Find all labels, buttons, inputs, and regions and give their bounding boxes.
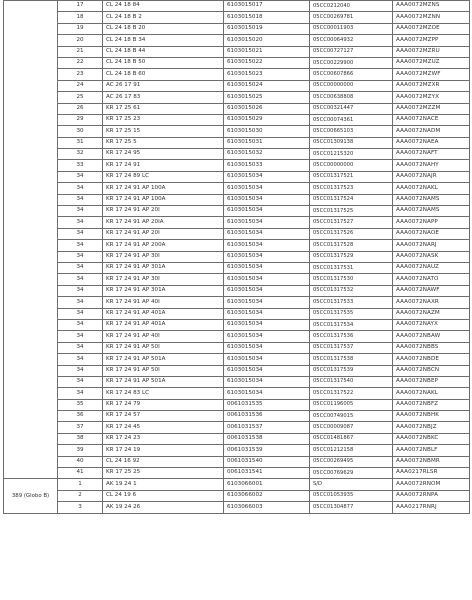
cadastral-cell: 6103066001 — [224, 479, 310, 490]
row-number-cell: 24 — [58, 80, 103, 91]
address-cell: KR 17 24 91 AP 30I — [103, 251, 224, 262]
table-row — [4, 297, 470, 308]
row-number-cell: 39 — [58, 445, 103, 456]
table-row — [4, 160, 470, 171]
reference-cell: 05CC01317529 — [310, 251, 393, 262]
cadastral-cell: 6103066002 — [224, 490, 310, 501]
table-row — [4, 342, 470, 353]
register-body — [4, 1, 470, 514]
cadastral-cell: 6103015034 — [224, 206, 310, 217]
row-number-cell: 30 — [58, 126, 103, 137]
reference-cell: 05CC01317539 — [310, 365, 393, 376]
property-code-cell: AAA0072NAYX — [393, 319, 470, 330]
address-cell: KR 17 24 91 AP 20IA — [103, 217, 224, 228]
address-cell: KR 17 25 23 — [103, 114, 224, 125]
reference-cell: 05CC00011903 — [310, 23, 393, 34]
cadastral-cell: 6103015034 — [224, 376, 310, 387]
cadastral-cell: 6103015024 — [224, 80, 310, 91]
table-row — [4, 399, 470, 410]
table-row — [4, 171, 470, 182]
property-code-cell: AAA0072NAWF — [393, 285, 470, 296]
row-number-cell: 34 — [58, 319, 103, 330]
address-cell: KR 17 24 89 LC — [103, 171, 224, 182]
row-number-cell: 2 — [58, 490, 103, 501]
table-row — [4, 35, 470, 46]
address-cell: KR 17 24 79 — [103, 399, 224, 410]
address-cell: KR 17 24 19 — [103, 445, 224, 456]
table-row — [4, 490, 470, 501]
row-number-cell: 38 — [58, 433, 103, 444]
address-cell: CL 24 19 6 — [103, 490, 224, 501]
cadastral-cell: 6103015018 — [224, 12, 310, 23]
row-number-cell: 34 — [58, 171, 103, 182]
address-cell: KR 17 24 91 AP 50I — [103, 365, 224, 376]
property-code-cell: AAA0072NAJR — [393, 171, 470, 182]
row-number-cell: 23 — [58, 69, 103, 80]
row-number-cell: 35 — [58, 399, 103, 410]
property-code-cell: AAA0072MZPP — [393, 35, 470, 46]
table-row — [4, 183, 470, 194]
row-number-cell: 1 — [58, 479, 103, 490]
property-code-cell: AAA0072NARJ — [393, 240, 470, 251]
row-number-cell: 34 — [58, 297, 103, 308]
cadastral-cell: 6103015033 — [224, 160, 310, 171]
address-cell: KR 17 24 91 AP 100A — [103, 183, 224, 194]
row-number-cell: 20 — [58, 35, 103, 46]
table-row — [4, 433, 470, 444]
address-cell: CL 24 18 B 34 — [103, 35, 224, 46]
property-code-cell: AAA0072NADM — [393, 126, 470, 137]
table-row — [4, 46, 470, 57]
row-number-cell: 34 — [58, 262, 103, 273]
cadastral-cell: 6103015020 — [224, 35, 310, 46]
row-number-cell: 33 — [58, 160, 103, 171]
table-row — [4, 274, 470, 285]
cadastral-cell: 6103015017 — [224, 1, 310, 12]
property-code-cell: AAA0072NAOE — [393, 228, 470, 239]
table-row — [4, 262, 470, 273]
address-cell: CL 24 18 B 60 — [103, 69, 224, 80]
address-cell: KR 17 24 91 AP 20I — [103, 228, 224, 239]
reference-cell: 05CC01317530 — [310, 274, 393, 285]
reference-cell: 05CC01309138 — [310, 137, 393, 148]
table-row — [4, 468, 470, 479]
property-code-cell: AAA0072RNPA — [393, 490, 470, 501]
reference-cell: 05CC01481867 — [310, 433, 393, 444]
table-row — [4, 149, 470, 160]
cadastral-cell: 6103015034 — [224, 274, 310, 285]
reference-cell: 05CC00064932 — [310, 35, 393, 46]
property-code-cell: AAA0072NBCN — [393, 365, 470, 376]
address-cell: KR 17 24 91 AP 100A — [103, 194, 224, 205]
property-code-cell: AAA0072MZUZ — [393, 57, 470, 68]
property-code-cell: AAA0072NBAW — [393, 331, 470, 342]
table-row — [4, 194, 470, 205]
address-cell: KR 17 24 95 — [103, 149, 224, 160]
reference-cell: 05CC01317533 — [310, 297, 393, 308]
property-code-cell: AAA0072NAZM — [393, 308, 470, 319]
property-code-cell: AAA0072NAEA — [393, 137, 470, 148]
row-number-cell: 29 — [58, 114, 103, 125]
table-row — [4, 422, 470, 433]
table-row — [4, 285, 470, 296]
property-code-cell: AAA0072NAFT — [393, 149, 470, 160]
property-code-cell: AAA0072NAKL — [393, 183, 470, 194]
cadastral-cell: 6103015032 — [224, 149, 310, 160]
address-cell: KR 17 24 83 LC — [103, 388, 224, 399]
table-row — [4, 12, 470, 23]
reference-cell: 05CC01196005 — [310, 399, 393, 410]
row-number-cell: 22 — [58, 57, 103, 68]
cadastral-cell: 6103015034 — [224, 331, 310, 342]
reference-cell: 05CC0212040 — [310, 1, 393, 12]
reference-cell: 05CC01317523 — [310, 183, 393, 194]
reference-cell: 05CC00000000 — [310, 160, 393, 171]
reference-cell: 05CC00727127 — [310, 46, 393, 57]
cadastral-cell: 6103015022 — [224, 57, 310, 68]
table-row — [4, 23, 470, 34]
row-number-cell: 34 — [58, 274, 103, 285]
property-code-cell: AAA0072NAMS — [393, 206, 470, 217]
table-row — [4, 126, 470, 137]
cadastral-cell: 6103015034 — [224, 354, 310, 365]
reference-cell: 05CC01317536 — [310, 331, 393, 342]
table-row — [4, 103, 470, 114]
cadastral-cell: 0061031537 — [224, 422, 310, 433]
address-cell: KR 17 25 61 — [103, 103, 224, 114]
cadastral-cell: 6103015034 — [224, 285, 310, 296]
property-code-cell: AAA0072MZXR — [393, 80, 470, 91]
property-code-cell: AAA0072MZRU — [393, 46, 470, 57]
property-code-cell: AAA0072NBMR — [393, 456, 470, 467]
reference-cell: 05CC00321447 — [310, 103, 393, 114]
cadastral-cell: 6103015030 — [224, 126, 310, 137]
reference-cell: 05CC00009087 — [310, 422, 393, 433]
table-row — [4, 80, 470, 91]
cadastral-cell: 0061031540 — [224, 456, 310, 467]
block-group-cell — [4, 1, 58, 479]
table-row — [4, 376, 470, 387]
property-register-table — [3, 0, 470, 514]
row-number-cell: 26 — [58, 103, 103, 114]
reference-cell: 05CC00769629 — [310, 468, 393, 479]
address-cell: AC 26 17 91 — [103, 80, 224, 91]
row-number-cell: 34 — [58, 206, 103, 217]
address-cell: AK 19 24 1 — [103, 479, 224, 490]
address-cell: AK 19 24 26 — [103, 502, 224, 513]
address-cell: KR 17 24 57 — [103, 411, 224, 422]
row-number-cell: 36 — [58, 411, 103, 422]
row-number-cell: 40 — [58, 456, 103, 467]
reference-cell: 05CC01317527 — [310, 217, 393, 228]
table-row — [4, 217, 470, 228]
reference-cell: 05CC01317521 — [310, 171, 393, 182]
property-code-cell: AAA0072NAPP — [393, 217, 470, 228]
address-cell: KR 17 24 91 AP 401A — [103, 319, 224, 330]
cadastral-cell: 6103015023 — [224, 69, 310, 80]
reference-cell: 05CC00074361 — [310, 114, 393, 125]
property-code-cell: AAA0072NAUZ — [393, 262, 470, 273]
table-row — [4, 331, 470, 342]
property-code-cell: AAA0217RLSR — [393, 468, 470, 479]
cadastral-cell: 6103015034 — [224, 319, 310, 330]
reference-cell: 05CC01317531 — [310, 262, 393, 273]
address-cell: AC 26 17 83 — [103, 92, 224, 103]
property-code-cell: AAA0072NBFZ — [393, 399, 470, 410]
row-number-cell: 32 — [58, 149, 103, 160]
address-cell: CL 24 18 84 — [103, 1, 224, 12]
table-row — [4, 228, 470, 239]
table-row — [4, 388, 470, 399]
property-code-cell: AAA0072MZNN — [393, 12, 470, 23]
row-number-cell: 34 — [58, 354, 103, 365]
table-row — [4, 411, 470, 422]
property-code-cell: AAA0072NAMS — [393, 194, 470, 205]
address-cell: KR 17 24 91 AP 30I — [103, 274, 224, 285]
property-code-cell: AAA0072NASK — [393, 251, 470, 262]
row-number-cell: 21 — [58, 46, 103, 57]
reference-cell: 05CC01053935 — [310, 490, 393, 501]
property-code-cell: AAA0072NBHK — [393, 411, 470, 422]
property-code-cell: AAA0072NBDE — [393, 354, 470, 365]
cadastral-cell: 6103015029 — [224, 114, 310, 125]
table-row — [4, 365, 470, 376]
cadastral-cell: 6103015034 — [224, 217, 310, 228]
reference-cell: 05CC00229900 — [310, 57, 393, 68]
row-number-cell: 34 — [58, 217, 103, 228]
reference-cell: 05CC01212158 — [310, 445, 393, 456]
address-cell: KR 17 24 23 — [103, 433, 224, 444]
cadastral-cell: 6103015026 — [224, 103, 310, 114]
row-number-cell: 34 — [58, 183, 103, 194]
reference-cell: 05CC01317540 — [310, 376, 393, 387]
table-row — [4, 319, 470, 330]
table-row — [4, 456, 470, 467]
row-number-cell: 3 — [58, 502, 103, 513]
cadastral-cell: 6103015034 — [224, 228, 310, 239]
property-code-cell: AAA0072MZYX — [393, 92, 470, 103]
cadastral-cell: 6103015034 — [224, 171, 310, 182]
property-code-cell: AAA0072NBKC — [393, 433, 470, 444]
cadastral-cell: 6103015025 — [224, 92, 310, 103]
address-cell: KR 17 24 91 AP 50I — [103, 342, 224, 353]
property-code-cell: AAA0072NAXR — [393, 297, 470, 308]
row-number-cell: 34 — [58, 240, 103, 251]
reference-cell: 05CC00607866 — [310, 69, 393, 80]
property-code-cell: AAA0072NBLF — [393, 445, 470, 456]
table-row — [4, 137, 470, 148]
property-code-cell: AAA0072MZNS — [393, 1, 470, 12]
reference-cell: 05CC01317535 — [310, 308, 393, 319]
table-row — [4, 240, 470, 251]
address-cell: CL 24 16 92 — [103, 456, 224, 467]
address-cell: KR 17 25 5 — [103, 137, 224, 148]
table-row — [4, 354, 470, 365]
row-number-cell: 34 — [58, 365, 103, 376]
table-row — [4, 114, 470, 125]
row-number-cell: 34 — [58, 285, 103, 296]
reference-cell: 05CC00269495 — [310, 456, 393, 467]
address-cell: KR 17 24 91 AP 501A — [103, 376, 224, 387]
cadastral-cell: 0061031539 — [224, 445, 310, 456]
row-number-cell: 19 — [58, 23, 103, 34]
property-code-cell: AAA0072MZZM — [393, 103, 470, 114]
reference-cell: 05CC01304877 — [310, 502, 393, 513]
table-row — [4, 1, 470, 12]
reference-cell: 05CC01317537 — [310, 342, 393, 353]
reference-cell: 05CC01317524 — [310, 194, 393, 205]
reference-cell: 05CC00665103 — [310, 126, 393, 137]
address-cell: KR 17 24 91 AP 40I — [103, 297, 224, 308]
reference-cell: 05CC01317538 — [310, 354, 393, 365]
address-cell: KR 17 24 91 AP 20I — [103, 206, 224, 217]
address-cell: KR 17 24 91 AP 301A — [103, 285, 224, 296]
table-row — [4, 69, 470, 80]
table-row — [4, 502, 470, 513]
property-code-cell: AAA0072MZWF — [393, 69, 470, 80]
cadastral-cell: 0061031536 — [224, 411, 310, 422]
cadastral-cell: 6103015034 — [224, 297, 310, 308]
row-number-cell: 34 — [58, 228, 103, 239]
reference-cell: 05CC00749015 — [310, 411, 393, 422]
property-code-cell: AAA0072NBBS — [393, 342, 470, 353]
row-number-cell: 31 — [58, 137, 103, 148]
row-number-cell: 17 — [58, 1, 103, 12]
cadastral-cell: 6103015034 — [224, 388, 310, 399]
cadastral-cell: 6103015034 — [224, 262, 310, 273]
property-code-cell: AAA0072NBJZ — [393, 422, 470, 433]
block-group-label: 389 (Globo B) — [4, 479, 58, 513]
table-row — [4, 92, 470, 103]
row-number-cell: 34 — [58, 342, 103, 353]
row-number-cell: 25 — [58, 92, 103, 103]
address-cell: CL 24 18 B 44 — [103, 46, 224, 57]
cadastral-cell: 6103066003 — [224, 502, 310, 513]
reference-cell: 05CC01317528 — [310, 240, 393, 251]
row-number-cell: 41 — [58, 468, 103, 479]
reference-cell: 05CC00638808 — [310, 92, 393, 103]
cadastral-cell: 0061031538 — [224, 433, 310, 444]
row-number-cell: 34 — [58, 388, 103, 399]
cadastral-cell: 6103015034 — [224, 194, 310, 205]
address-cell: CL 24 18 B 20 — [103, 23, 224, 34]
cadastral-cell: 6103015034 — [224, 183, 310, 194]
reference-cell: 05CC01317522 — [310, 388, 393, 399]
table-row — [4, 445, 470, 456]
cadastral-cell: 6103015021 — [224, 46, 310, 57]
cadastral-cell: 0061031541 — [224, 468, 310, 479]
row-number-cell: 34 — [58, 376, 103, 387]
address-cell: KR 17 25 25 — [103, 468, 224, 479]
property-code-cell: AAA0072RNOM — [393, 479, 470, 490]
property-code-cell: AAA0072NATO — [393, 274, 470, 285]
row-number-cell: 37 — [58, 422, 103, 433]
address-cell: KR 17 24 91 AP 501A — [103, 354, 224, 365]
table-row — [4, 57, 470, 68]
table-row — [4, 308, 470, 319]
row-number-cell: 34 — [58, 251, 103, 262]
cadastral-cell: 6103015034 — [224, 342, 310, 353]
table-row — [4, 206, 470, 217]
property-code-cell: AAA0217RNRJ — [393, 502, 470, 513]
address-cell: KR 17 24 91 AP 401A — [103, 308, 224, 319]
address-cell: KR 17 25 15 — [103, 126, 224, 137]
reference-cell: 05CC01215320 — [310, 149, 393, 160]
address-cell: CL 24 18 B 2 — [103, 12, 224, 23]
reference-cell: 05CC01317526 — [310, 228, 393, 239]
address-cell: KR 17 24 91 AP 40I — [103, 331, 224, 342]
address-cell: KR 17 24 45 — [103, 422, 224, 433]
reference-cell: 05CC01317534 — [310, 319, 393, 330]
reference-cell: 05CC00000000 — [310, 80, 393, 91]
reference-cell: S/D — [310, 479, 393, 490]
row-number-cell: 34 — [58, 194, 103, 205]
address-cell: CL 24 18 B 50 — [103, 57, 224, 68]
property-code-cell: AAA0072NBEP — [393, 376, 470, 387]
cadastral-cell: 6103015034 — [224, 365, 310, 376]
cadastral-cell: 6103015019 — [224, 23, 310, 34]
address-cell: KR 17 24 91 AP 200A — [103, 240, 224, 251]
cadastral-cell: 6103015034 — [224, 240, 310, 251]
property-code-cell: AAA0072NAHY — [393, 160, 470, 171]
address-cell: KR 17 24 91 — [103, 160, 224, 171]
row-number-cell: 34 — [58, 331, 103, 342]
row-number-cell: 18 — [58, 12, 103, 23]
row-number-cell: 34 — [58, 308, 103, 319]
table-row — [4, 251, 470, 262]
property-code-cell: AAA0072MZOE — [393, 23, 470, 34]
reference-cell: 05CC01317525 — [310, 206, 393, 217]
cadastral-cell: 6103015034 — [224, 251, 310, 262]
property-code-cell: AAA0072NACE — [393, 114, 470, 125]
cadastral-cell: 0061031535 — [224, 399, 310, 410]
cadastral-cell: 6103015031 — [224, 137, 310, 148]
cadastral-cell: 6103015034 — [224, 308, 310, 319]
reference-cell: 05CC00269781 — [310, 12, 393, 23]
table-row — [4, 479, 470, 490]
address-cell: KR 17 24 91 AP 301A — [103, 262, 224, 273]
property-code-cell: AAA0072NAKL — [393, 388, 470, 399]
reference-cell: 05CC01317532 — [310, 285, 393, 296]
